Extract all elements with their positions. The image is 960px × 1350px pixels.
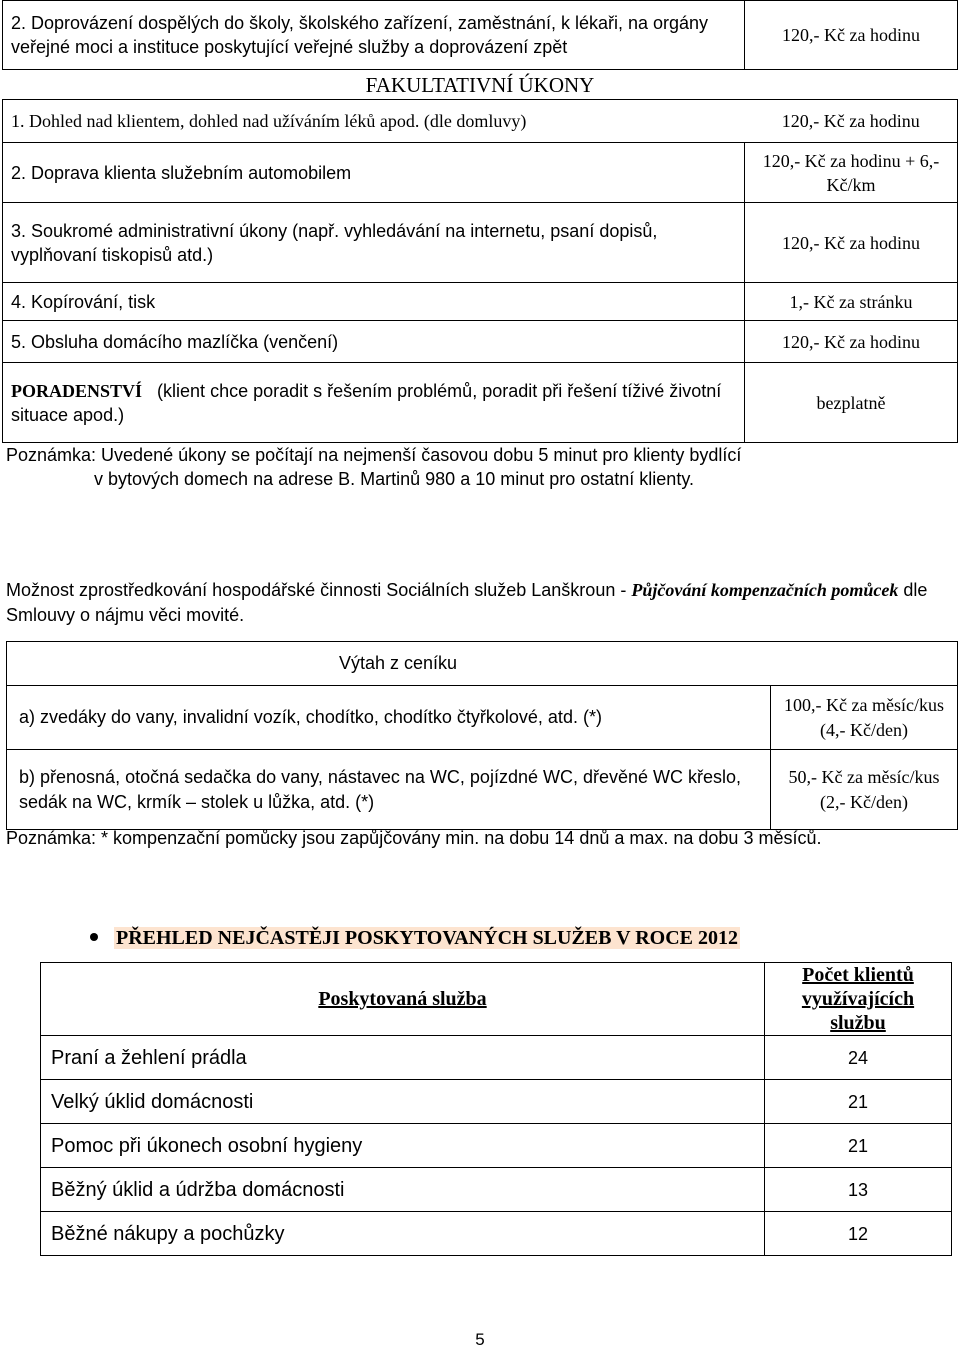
section-title-row (3, 70, 958, 100)
service-price: 120,- Kč za hodinu (745, 100, 958, 143)
table-row (3, 1, 958, 70)
table-row (3, 321, 958, 363)
service-price: bezplatně (745, 363, 958, 443)
rental-item-label: a) zvedáky do vany, invalidní vozík, chodítko, chodítko čtyřkolové, atd. (*) (7, 686, 771, 750)
service-price: 120,- Kč za hodinu (745, 321, 958, 363)
table-header: Výtah z ceníku (338, 653, 458, 673)
heading-text: PŘEHLED NEJČASTĚJI POSKYTOVANÝCH SLUŽEB V ROCE 2012 (116, 927, 738, 949)
note-line: Poznámka: Uvedené úkony se počítají na nejmenší časovou dobu 5 minut pro klienty bydlící (6, 445, 742, 465)
column-header-count: Počet klientů využívajících službu (765, 963, 952, 1036)
table-row (41, 1212, 952, 1256)
service-name: Praní a žehlení prádla (41, 1036, 765, 1080)
section-heading (90, 924, 740, 952)
table-row (3, 100, 958, 143)
bullet-icon (90, 933, 98, 941)
service-price: 120,- Kč za hodinu (745, 203, 958, 283)
paragraph-emphasis: Půjčování kompenzačních pomůcek (631, 580, 899, 600)
rental-paragraph (6, 578, 946, 628)
table-row (41, 1168, 952, 1212)
table-header-row (7, 642, 958, 686)
service-name: Běžný úklid a údržba domácnosti (41, 1168, 765, 1212)
client-count: 13 (765, 1168, 952, 1212)
page-number: 5 (475, 1330, 485, 1349)
note-line: v bytových domech na adrese B. Martinů 980 a 10 minut pro ostatní klienty. (94, 469, 694, 489)
table-row (3, 143, 958, 203)
service-label-text: (klient chce poradit s řešením problémů, poradit při řešení tíživé životní situace apod.) (11, 380, 722, 425)
service-label: 2. Doprovázení dospělých do školy, školského zařízení, zaměstnání, k lékaři, na orgány veřejné moci a instituce poskytující veřejné služby a doprovázení zpět (3, 1, 745, 70)
rental-price-table (6, 641, 958, 830)
service-name: Velký úklid domácnosti (41, 1080, 765, 1124)
client-count: 21 (765, 1124, 952, 1168)
note-time-units (6, 443, 946, 491)
table-row (41, 1080, 952, 1124)
service-label: 5. Obsluha domácího mazlíčka (venčení) (3, 321, 745, 363)
services-overview-table (40, 962, 952, 1256)
paragraph-text: dle Smlouvy o nájmu věci movité. (6, 580, 928, 625)
service-label: 3. Soukromé administrativní úkony (např. vyhledávání na internetu, psaní dopisů, vyplňovaní tiskopisů atd.) (3, 203, 745, 283)
note-rental-period: Poznámka: * kompenzační pomůcky jsou zapůjčovány min. na dobu 14 dnů a max. na dobu 3 měsíců. (6, 828, 822, 848)
service-name: Pomoc při úkonech osobní hygieny (41, 1124, 765, 1168)
rental-price-month: 50,- Kč za měsíc/kus (788, 766, 940, 787)
paragraph-text: Možnost zprostředkování hospodářské činnosti Sociálních služeb Lanškroun - (6, 580, 632, 600)
service-label (3, 363, 745, 443)
client-count: 12 (765, 1212, 952, 1256)
table-row (41, 1124, 952, 1168)
client-count: 21 (765, 1080, 952, 1124)
service-label: 2. Doprava klienta služebním automobilem (3, 143, 745, 203)
client-count: 24 (765, 1036, 952, 1080)
table-row (7, 750, 958, 830)
rental-price-month: 100,- Kč za měsíc/kus (784, 694, 944, 715)
table-row (3, 363, 958, 443)
service-label-bold: PORADENSTVÍ (11, 380, 143, 401)
rental-item-label: b) přenosná, otočná sedačka do vany, nástavec na WC, pojízdné WC, dřevěné WC křeslo, sedák na WC, krmík – stolek u lůžka, atd. (*) (7, 750, 771, 830)
table-header-row (41, 963, 952, 1036)
rental-price-day: (2,- Kč/den) (820, 791, 908, 812)
section-title: FAKULTATIVNÍ ÚKONY (365, 72, 595, 97)
table-row (3, 203, 958, 283)
column-header-service: Poskytovaná služba (41, 963, 765, 1036)
service-label: 1. Dohled nad klientem, dohled nad užíváním léků apod. (dle domluvy) (3, 100, 745, 143)
table-row (41, 1036, 952, 1080)
service-price: 120,- Kč za hodinu (745, 1, 958, 70)
service-label: 4. Kopírování, tisk (3, 283, 745, 321)
rental-price (771, 686, 958, 750)
rental-price-day: (4,- Kč/den) (820, 719, 908, 740)
rental-price (771, 750, 958, 830)
table-row (7, 686, 958, 750)
services-price-table (2, 0, 958, 443)
service-price: 120,- Kč za hodinu + 6,- Kč/km (745, 143, 958, 203)
service-name: Běžné nákupy a pochůzky (41, 1212, 765, 1256)
service-price: 1,- Kč za stránku (745, 283, 958, 321)
table-row (3, 283, 958, 321)
